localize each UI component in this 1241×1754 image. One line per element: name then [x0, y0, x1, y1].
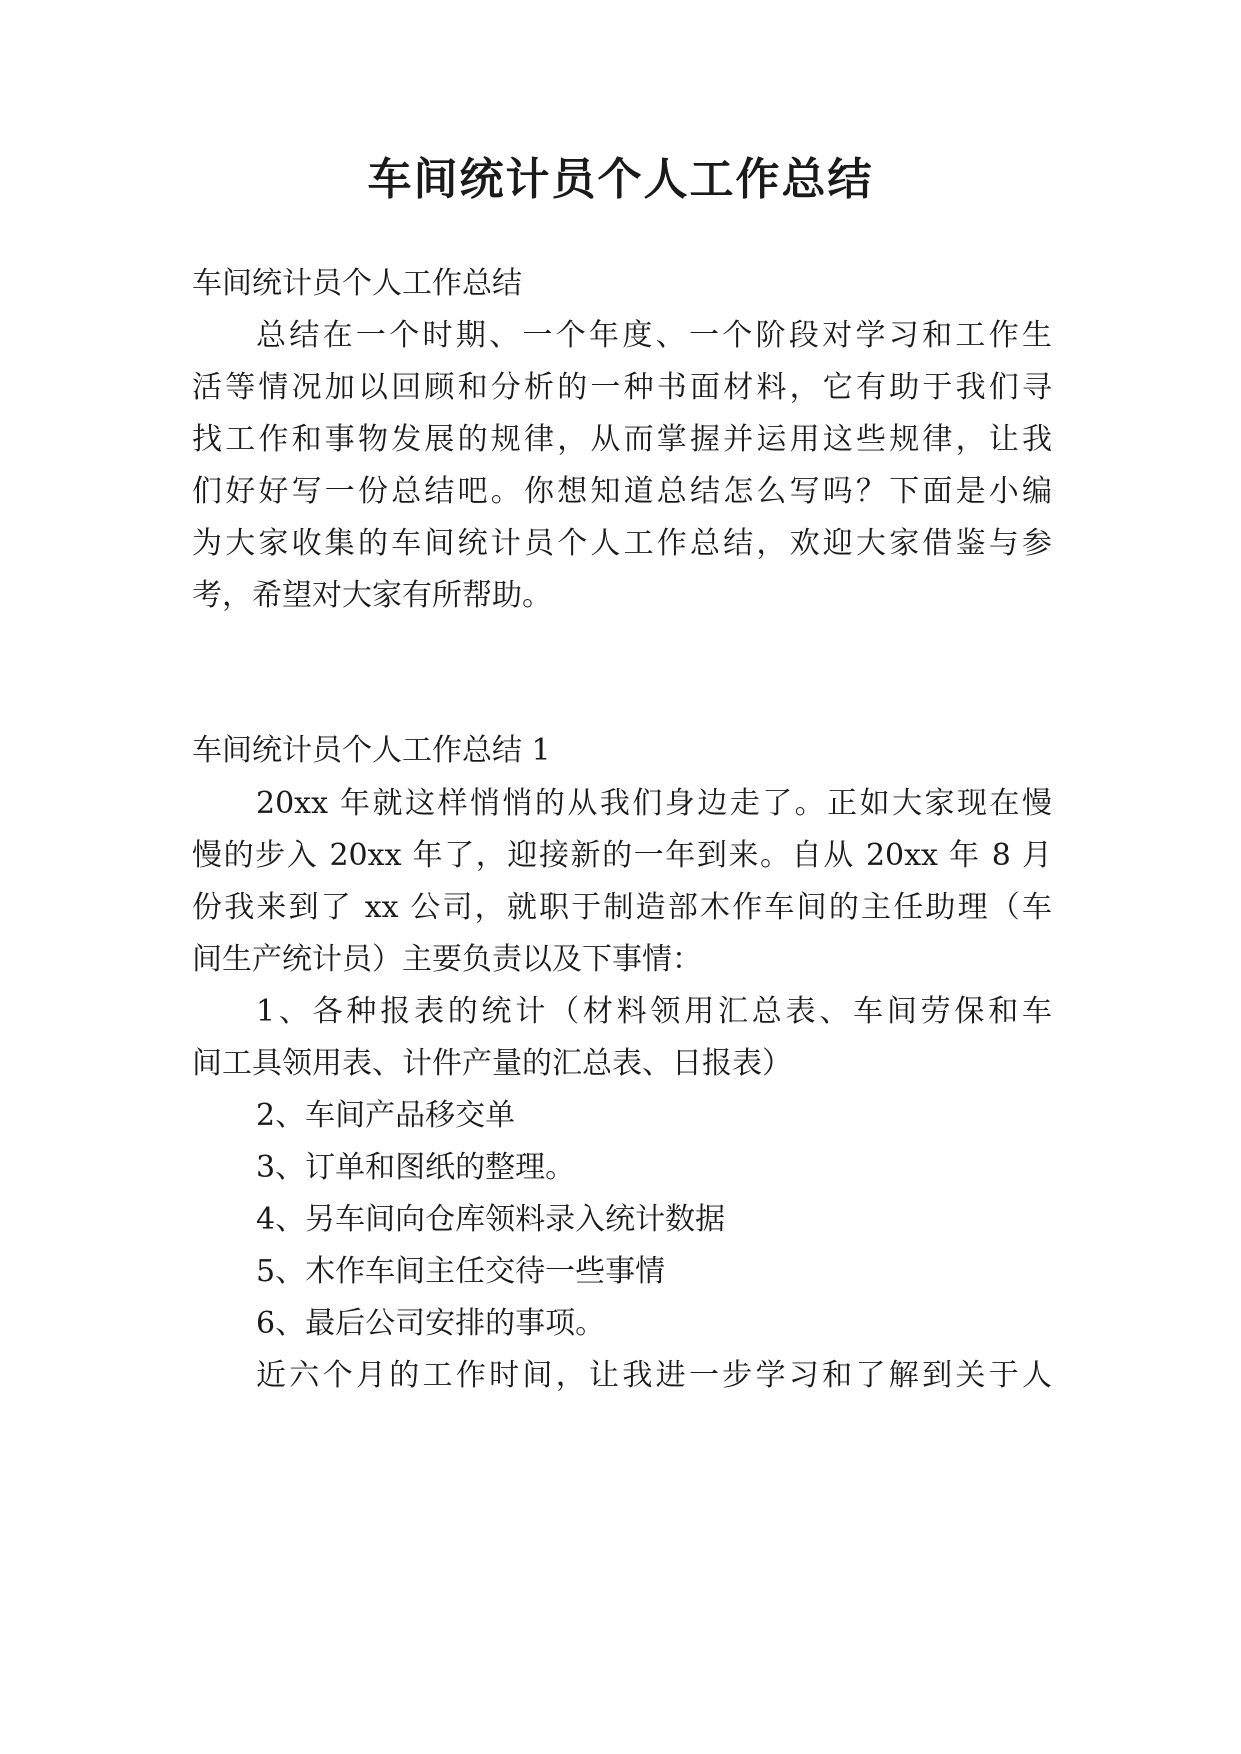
intro-heading: 车间统计员个人工作总结 — [192, 266, 522, 301]
intro-paragraph-line: 为大家收集的车间统计员个人工作总结，欢迎大家借鉴与参 — [192, 526, 1052, 561]
section-paragraph-line: 20xx 年就这样悄悄的从我们身边走了。正如大家现在慢 — [256, 786, 1052, 821]
section-paragraph-line: 近六个月的工作时间，让我进一步学习和了解到关于人 — [256, 1358, 1052, 1393]
intro-paragraph-line: 总结在一个时期、一个年度、一个阶段对学习和工作生 — [256, 318, 1052, 353]
list-item: 2、车间产品移交单 — [256, 1098, 516, 1133]
list-item: 5、木作车间主任交待一些事情 — [256, 1254, 666, 1289]
list-item: 1、各种报表的统计（材料领用汇总表、车间劳保和车 — [256, 994, 1052, 1029]
intro-paragraph-line: 活等情况加以回顾和分析的一种书面材料，它有助于我们寻 — [192, 370, 1052, 405]
intro-paragraph-line: 找工作和事物发展的规律，从而掌握并运用这些规律，让我 — [192, 422, 1052, 457]
section-heading: 车间统计员个人工作总结 1 — [192, 733, 551, 768]
document-title: 车间统计员个人工作总结 — [367, 154, 874, 205]
list-item: 4、另车间向仓库领料录入统计数据 — [256, 1202, 726, 1237]
intro-paragraph-line: 们好好写一份总结吧。你想知道总结怎么写吗？下面是小编 — [192, 474, 1052, 509]
section-paragraph-line: 份我来到了 xx 公司，就职于制造部木作车间的主任助理（车 — [192, 890, 1052, 925]
list-item-continuation: 间工具领用表、计件产量的汇总表、日报表） — [192, 1046, 792, 1081]
section-paragraph-line: 慢的步入 20xx 年了，迎接新的一年到来。自从 20xx 年 8 月 — [192, 838, 1052, 873]
list-item: 6、最后公司安排的事项。 — [256, 1306, 606, 1341]
intro-paragraph-line: 考，希望对大家有所帮助。 — [192, 578, 552, 613]
list-item: 3、订单和图纸的整理。 — [256, 1150, 576, 1185]
section-paragraph-line: 间生产统计员）主要负责以及下事情： — [192, 942, 702, 977]
